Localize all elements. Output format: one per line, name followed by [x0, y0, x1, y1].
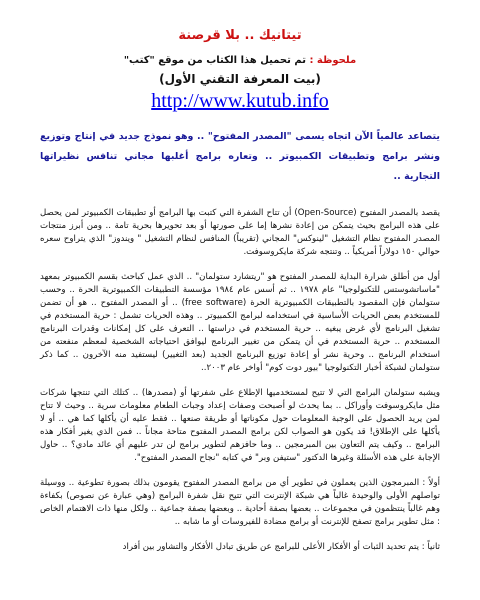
site-link[interactable]: http://www.kutub.info: [151, 90, 329, 112]
body-paragraph-3: ويشبه ستولمان البرامج التي لا تتيح لمستخدميها الإطلاع على شفرتها أو (مصدرها) .. كتلك التي تنتجها شركات مثل مايكروسوفت وأوراكل .. بما يحدث لو أصبحت وصفات إعداد وجبات الطعام معلومات سرية .. وحيث لا تتاح لمن يريد الحصول على الوجبة المعلومات حول مكوناتها أو طريقة صنعها .. فقط عليه أن يأكلها كما هي .. أو لا يأكلها على الإطلاق! قد يكون هو الصواب لكن برامج المصدر المفتوح متاحة مجاناً .. فمن الذي يغير أفكار هذه البرامج .. وكيف يتم التعاون بين المبرمجين .. وما حافزهم لتطوير برامج لن تدر عليهم أي عائد مادي؟ .. حاول الإجابة على هذه الأسئلة وغيرها الدكتور "ستيفن وبر" في كتابه "نجاح المصدر المفتوح".: [40, 388, 440, 463]
download-note: [40, 55, 440, 66]
intro-paragraph: يتصاعد عالمياً الآن اتجاه يسمى "المصدر المفتوح" .. وهو نموذج جديد في إنتاج وتوزيع ونشر برامج وتطبيقات الكمبيوتر .. وتعاره برامج أغلبها مجاني تنافس نظيراتها التجارية ..: [40, 131, 440, 182]
site-tagline: (بيت المعرفة التقني الأول): [159, 72, 321, 86]
body-paragraph-1: يقصد بالمصدر المفتوح (Open-Source) أن تتاح الشفرة التي كتبت بها البرامج أو تطبيقات الكمبيوتر لمن يحصل على هذه البرامج بحيث يتمكن من إعادة نشرها إما على صورتها أو بعد تحويرها بحرية تامة .. ومن أبرز منتجات المصدر المفتوح نظام التشغيل "لينوكس" المجاني (تقريباً) المنافس لنظام التشغيل " ويندوز" الذي يتراوح سعره حوالي ١٥٠ دولاراً أمريكياً .. وتنتجه شركة مايكروسوفت.: [40, 208, 440, 257]
body-paragraph-4: أولاً : المبرمجون الذين يعملون في تطوير أي من برامج المصدر المفتوح يقومون بذلك بصورة تطوعية .. ووسيلة تواصلهم الأولى والوحيدة غالباً هي شبكة الإنترنت التي تتيح نقل شفرة البرامج (وهي عبارة عن نصوص) بكفاءة وهم غالباً ينتظمون في مجموعات .. بعضها بصفة أحادية .. وبعضها بصفة جماعية .. ولكل منها ذات الاهتمام الخاص : مثل تطوير برامج تصفح للإنترنت أو برامج مضادة للفيروسات أو ما شابه ..: [40, 478, 440, 527]
body-paragraph-5: ثانياً : يتم تحديد الثبات أو الأفكار الأعلى للبرامج عن طريق تبادل الأفكار والتشاور بين أفراد: [122, 542, 440, 552]
note-text: تم تحميل هذا الكتاب من موقع "كتب": [123, 55, 306, 66]
note-label: ملحوظة :: [309, 55, 357, 66]
document-title: تيتانيك .. بلا قرصنة: [178, 28, 302, 43]
body-paragraph-2: أول من أطلق شرارة البداية للمصدر المفتوح هو "ريتشارد ستولمان" .. الذي عمل كباحث بقسم الكمبيوتر بمعهد "ماساتشوستس للتكنولوجيا" عام ١٩٧٨ .. ثم أسس عام ١٩٨٤ مؤسسة التطبيقات الكمبيوترية الحرة .. وحسب ستولمان فإن المقصود بالتطبيقات الكمبيوترية الحرة (free software) .. أو المصدر المفتوح .. هو أن تضمن للمستخدم بعض الحريات الأساسية في استخدامه لبرامج الكمبيوتر .. وهذه الحريات تشمل : حرية المستخدم في تشغيل البرنامج لأي غرض يبغيه .. حرية المستخدم في دراستها .. التعرف على كل إمكانات وقدرات البرنامج المستخدم .. حرية المستخدم في أن يتمكن من تغيير البرنامج ليوافق احتياجاته الشخصية لمعظم منفعته من استخدام البرنامج .. وحرية نشر أو إعادة توزيع البرنامج الجديد (بعد التغيير) ليستفيد منه الآخرون .. كما ذكر ستولمان لشبكة أخبار التكنولوجيا "بيور دوت كوم" أواخر عام ٢٠٠٣..: [40, 272, 440, 373]
